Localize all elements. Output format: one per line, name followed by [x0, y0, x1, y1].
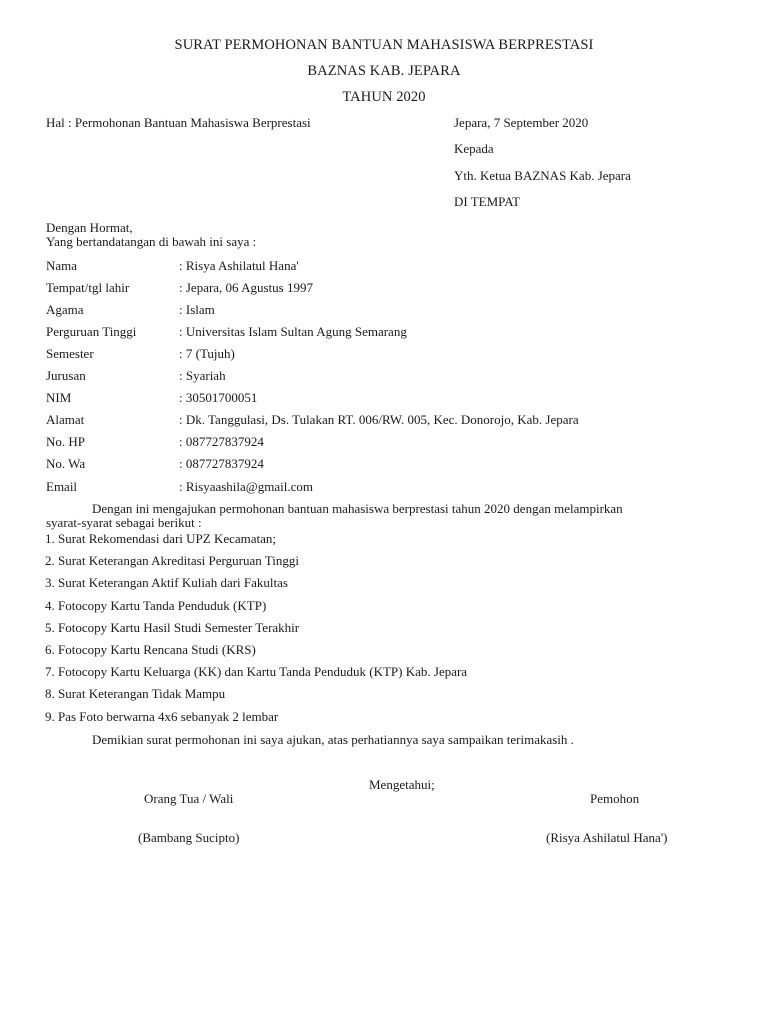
- guardian-name: (Bambang Sucipto): [138, 830, 240, 845]
- list-item: 2. Surat Keterangan Akreditasi Perguruan Tinggi: [45, 553, 299, 568]
- letter-to-label: Kepada: [454, 141, 494, 156]
- letter-location: DI TEMPAT: [454, 194, 521, 209]
- identity-value: : Universitas Islam Sultan Agung Semarang: [179, 324, 407, 339]
- identity-label: Alamat: [46, 412, 85, 427]
- list-item: 3. Surat Keterangan Aktif Kuliah dari Fakultas: [45, 575, 288, 590]
- identity-label: Jurusan: [46, 368, 86, 383]
- list-item: 7. Fotocopy Kartu Keluarga (KK) dan Kartu Tanda Penduduk (KTP) Kab. Jepara: [45, 664, 468, 679]
- identity-value: : Islam: [179, 302, 215, 317]
- identity-value: : 7 (Tujuh): [179, 346, 235, 361]
- identity-value: : Risya Ashilatul Hana': [179, 258, 299, 273]
- letter-organization: BAZNAS KAB. JEPARA: [307, 63, 461, 79]
- identity-value: : 30501700051: [179, 390, 258, 405]
- letter-place-date: Jepara, 7 September 2020: [454, 115, 589, 130]
- body-paragraph-line2: syarat-syarat sebagai berikut :: [46, 515, 202, 530]
- letter-year: TAHUN 2020: [342, 89, 426, 105]
- acknowledged-label: Mengetahui;: [369, 777, 435, 792]
- identity-value: : Jepara, 06 Agustus 1997: [179, 280, 313, 295]
- identity-label: No. Wa: [46, 456, 86, 471]
- identity-label: Email: [46, 479, 78, 494]
- list-item: 8. Surat Keterangan Tidak Mampu: [45, 686, 226, 701]
- identity-label: Nama: [46, 258, 78, 273]
- identity-label: Semester: [46, 346, 94, 361]
- applicant-name: (Risya Ashilatul Hana'): [546, 830, 668, 845]
- greeting: Dengan Hormat,: [46, 220, 133, 235]
- intro-line: Yang bertandatangan di bawah ini saya :: [46, 234, 257, 249]
- letter-subject: Hal : Permohonan Bantuan Mahasiswa Berprestasi: [46, 115, 311, 130]
- letter-recipient: Yth. Ketua BAZNAS Kab. Jepara: [454, 168, 631, 183]
- guardian-label: Orang Tua / Wali: [144, 791, 234, 806]
- body-paragraph-line1: Dengan ini mengajukan permohonan bantuan mahasiswa berprestasi tahun 2020 dengan melampirkan: [92, 501, 623, 516]
- identity-value: : Risyaashila@gmail.com: [179, 479, 314, 494]
- identity-label: No. HP: [46, 434, 86, 449]
- identity-value: : Dk. Tanggulasi, Ds. Tulakan RT. 006/RW. 005, Kec. Donorojo, Kab. Jepara: [179, 412, 579, 427]
- identity-value: : 087727837924: [179, 434, 264, 449]
- identity-value: : Syariah: [179, 368, 226, 383]
- closing-statement: Demikian surat permohonan ini saya ajukan, atas perhatiannya saya sampaikan terimakasih .: [92, 732, 574, 747]
- identity-label: NIM: [46, 390, 72, 405]
- list-item: 1. Surat Rekomendasi dari UPZ Kecamatan;: [45, 531, 277, 546]
- identity-label: Agama: [46, 302, 84, 317]
- applicant-label: Pemohon: [590, 791, 640, 806]
- list-item: 9. Pas Foto berwarna 4x6 sebanyak 2 lembar: [45, 709, 279, 724]
- list-item: 6. Fotocopy Kartu Rencana Studi (KRS): [45, 642, 256, 657]
- identity-label: Tempat/tgl lahir: [46, 280, 130, 295]
- identity-value: : 087727837924: [179, 456, 264, 471]
- letter-title: SURAT PERMOHONAN BANTUAN MAHASISWA BERPRESTASI: [174, 37, 594, 53]
- list-item: 4. Fotocopy Kartu Tanda Penduduk (KTP): [45, 598, 267, 613]
- list-item: 5. Fotocopy Kartu Hasil Studi Semester Terakhir: [45, 620, 300, 635]
- identity-label: Perguruan Tinggi: [46, 324, 137, 339]
